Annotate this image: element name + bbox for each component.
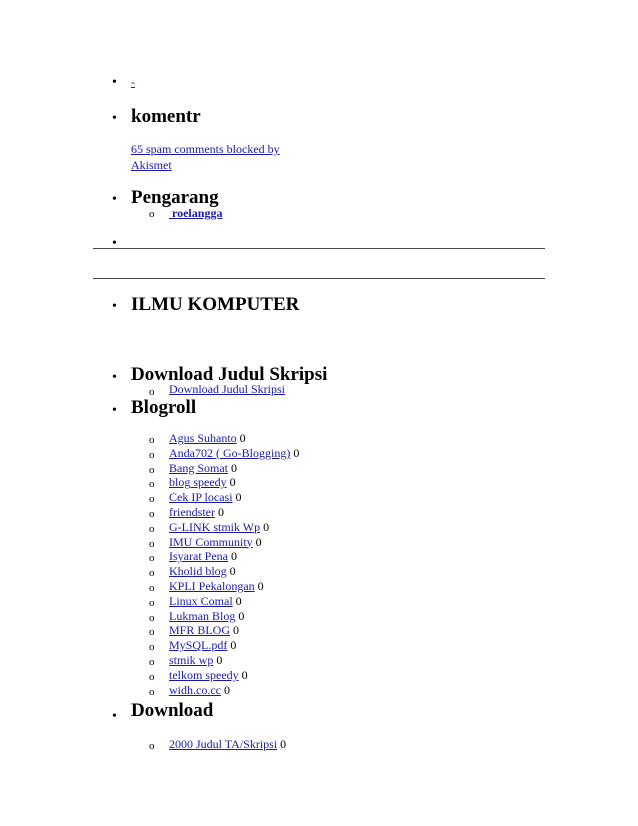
circle-bullet-icon: o (149, 641, 155, 654)
circle-bullet-icon: o (149, 478, 155, 491)
circle-bullet-icon: o (149, 386, 155, 398)
list-item-count: 0 (263, 519, 270, 534)
list-item (169, 431, 246, 445)
list-item-link[interactable]: MySQL.pdf (169, 638, 228, 653)
circle-bullet-icon: o (149, 626, 155, 639)
circle-bullet-icon: o (149, 448, 155, 461)
list-item-link[interactable]: Cek IP locasi (169, 490, 233, 505)
list-item-link[interactable]: MFR BLOG (169, 623, 231, 638)
list-item-count: 0 (223, 682, 230, 697)
list-item-count: 0 (217, 505, 224, 519)
list-item-count: 0 (293, 445, 300, 460)
list-item-link[interactable]: KPLI Pekalongan (169, 579, 255, 593)
list-item (169, 461, 237, 475)
circle-bullet-icon: o (149, 208, 155, 220)
circle-bullet-icon: o (149, 685, 155, 698)
list-item-count: 0 (235, 490, 242, 505)
list-item (169, 475, 236, 489)
list-item (169, 505, 224, 519)
list-item-count: 0 (229, 564, 236, 579)
list-item-count: 0 (238, 608, 245, 623)
bullet-icon: • (112, 370, 117, 385)
bullet-icon: • (112, 709, 117, 724)
list-item-count: 0 (233, 623, 240, 638)
circle-bullet-icon: o (149, 656, 155, 668)
list-item-count: 0 (229, 475, 236, 490)
author-link[interactable] (169, 205, 222, 221)
list-item (169, 579, 264, 593)
list-item-link[interactable]: Anda702 ( Go-Blogging) (169, 445, 291, 460)
circle-bullet-icon: o (149, 670, 155, 683)
list-item (169, 535, 262, 549)
list-item-count: 0 (239, 431, 246, 445)
list-item-link[interactable]: Bang Somat (169, 460, 228, 475)
list-item-link[interactable]: 2000 Judul TA/Skripsi (169, 737, 278, 751)
list-item (169, 653, 222, 667)
circle-bullet-icon: o (149, 434, 155, 446)
pengarang-title: Pengarang (131, 187, 219, 208)
bullet-icon: • (112, 75, 117, 90)
bullet-icon: • (112, 236, 117, 251)
list-item-link[interactable]: Linux Comal (169, 593, 233, 608)
circle-bullet-icon: o (149, 493, 155, 506)
download-title: Download (131, 700, 214, 721)
list-item-link[interactable]: Isyarat Pena (169, 549, 228, 564)
list-item-count: 0 (257, 579, 264, 593)
first-widget-link[interactable]: - (131, 75, 135, 89)
list-item (169, 638, 236, 652)
list-item-count: 0 (235, 593, 242, 608)
list-item (169, 594, 242, 608)
bullet-icon: • (112, 111, 117, 126)
circle-bullet-icon: o (149, 740, 155, 752)
circle-bullet-icon: o (149, 582, 155, 594)
list-item-count: 0 (230, 638, 237, 653)
circle-bullet-icon: o (149, 596, 155, 609)
list-item-link[interactable]: stmik wp (169, 653, 214, 667)
list-item-count: 0 (241, 667, 248, 682)
bullet-icon: • (112, 299, 117, 314)
list-item-link[interactable]: friendster (169, 505, 215, 519)
list-item (169, 737, 286, 751)
bullet-icon: • (112, 403, 117, 418)
list-item (169, 446, 299, 460)
list-item-link[interactable]: G-LINK stmik Wp (169, 519, 261, 534)
list-item-link[interactable]: widh.co.cc (169, 682, 221, 697)
list-item (169, 609, 244, 623)
list-item-count: 0 (255, 534, 262, 549)
circle-bullet-icon: o (149, 611, 155, 624)
list-item-link[interactable]: telkom speedy (169, 667, 239, 682)
ilmu-komputer-title: ILMU KOMPUTER (131, 294, 300, 315)
list-item-count: 0 (231, 460, 237, 475)
list-item (169, 490, 242, 504)
circle-bullet-icon: o (149, 537, 155, 550)
circle-bullet-icon: o (149, 567, 155, 580)
list-item (169, 564, 236, 578)
list-item-link[interactable]: Agus Suhanto (169, 431, 237, 445)
divider-top (93, 248, 545, 249)
list-item-link[interactable]: IMU Community (169, 534, 253, 549)
download-judul-title: Download Judul Skripsi (131, 364, 328, 385)
circle-bullet-icon: o (149, 522, 155, 535)
list-item (169, 683, 230, 697)
komentr-title: komentr (131, 106, 201, 127)
divider-bottom (93, 278, 545, 279)
list-item-count: 0 (230, 549, 237, 564)
list-item (169, 549, 237, 563)
download-judul-link[interactable]: Download Judul Skripsi (169, 382, 286, 396)
circle-bullet-icon: o (149, 463, 155, 476)
circle-bullet-icon: o (149, 508, 155, 520)
list-item-count: 0 (216, 653, 223, 667)
list-item (169, 668, 248, 682)
list-item (169, 520, 269, 534)
list-item-link[interactable]: Lukman Blog (169, 608, 236, 623)
blogroll-title: Blogroll (131, 397, 197, 418)
list-item-link[interactable]: blog speedy (169, 475, 227, 490)
list-item (169, 623, 239, 637)
bullet-icon: • (112, 192, 117, 207)
circle-bullet-icon: o (149, 552, 155, 565)
akismet-link[interactable]: 65 spam comments blocked by Akismet (131, 142, 280, 172)
author-name: roelangga (172, 206, 223, 220)
list-item-link[interactable]: Kholid blog (169, 564, 227, 579)
list-item-count: 0 (280, 737, 287, 751)
